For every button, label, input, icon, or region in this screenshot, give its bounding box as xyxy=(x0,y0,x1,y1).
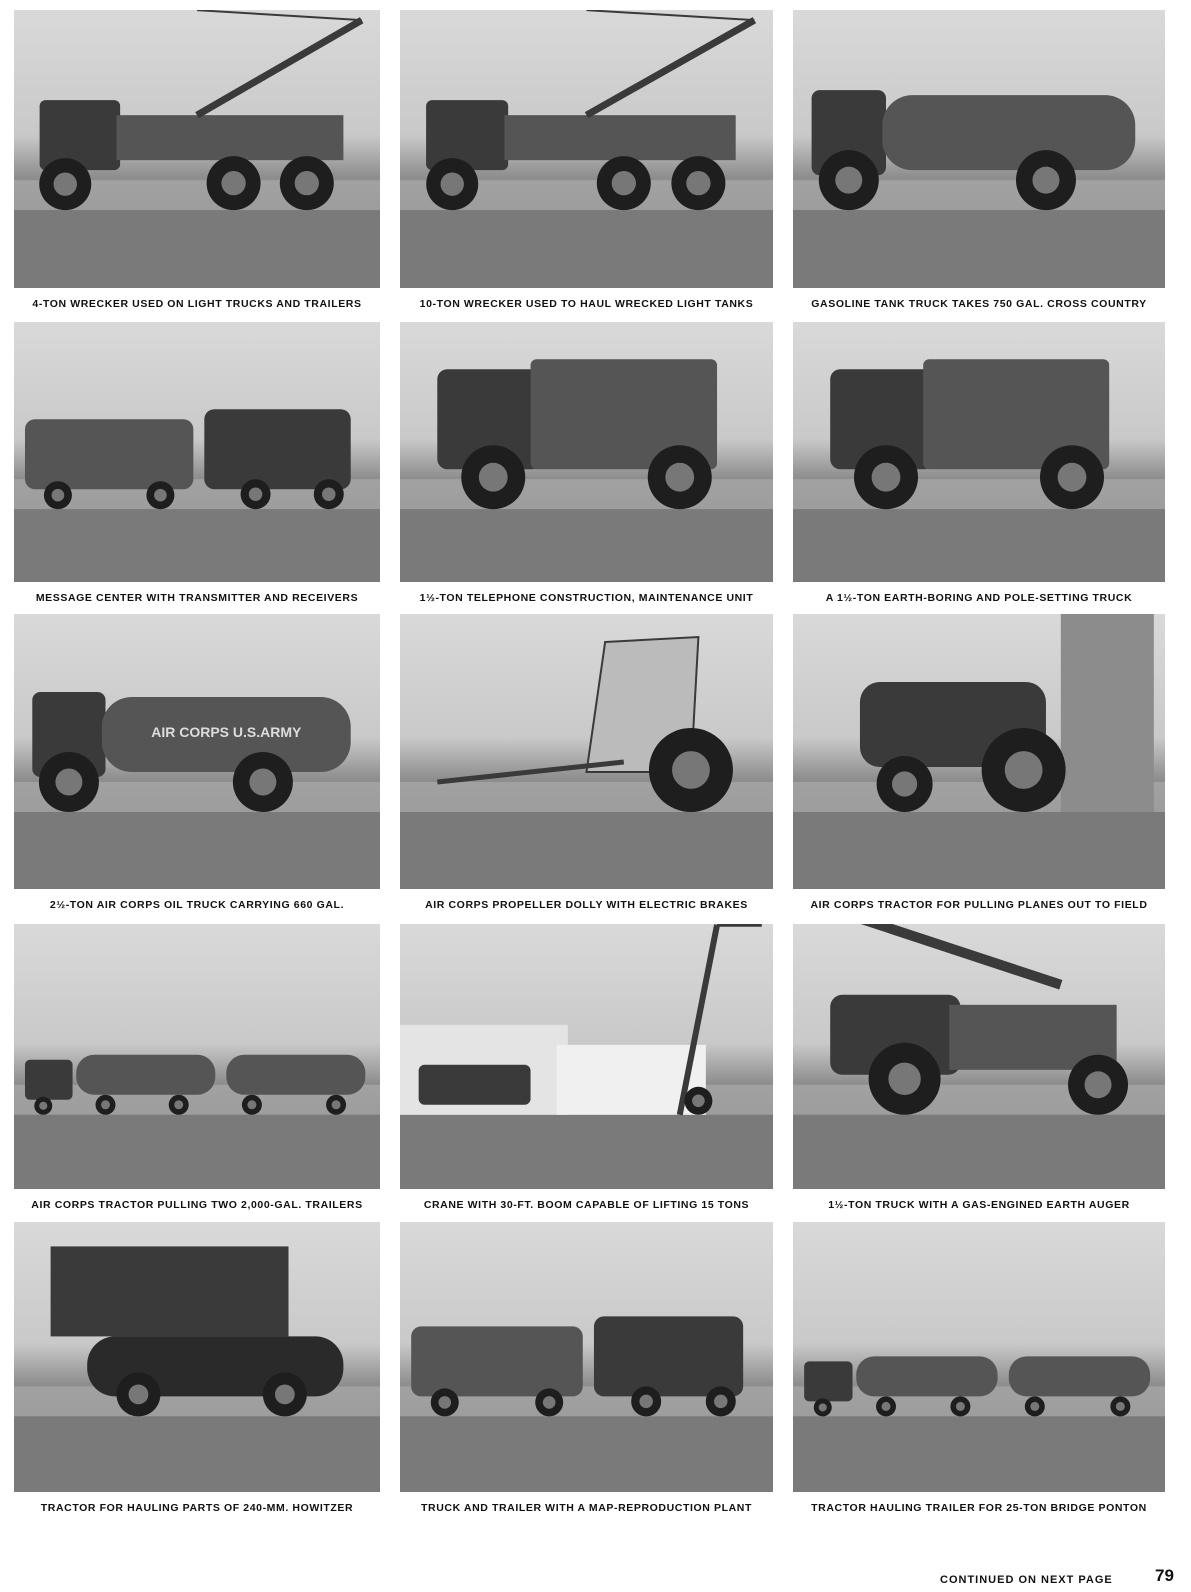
photo-cell xyxy=(14,322,380,608)
photo-cell xyxy=(793,614,1165,915)
photo-cell xyxy=(793,924,1165,1215)
photo-caption: 2½-TON AIR CORPS OIL TRUCK CARRYING 660 GAL. xyxy=(49,899,345,911)
vehicle-photo xyxy=(400,924,773,1189)
photo-caption: 10-TON WRECKER USED TO HAUL WRECKED LIGHT TANKS xyxy=(419,298,754,310)
continued-notice: CONTINUED ON NEXT PAGE xyxy=(940,1574,1113,1586)
photo-cell xyxy=(14,10,380,314)
vehicle-photo xyxy=(793,924,1165,1189)
vehicle-photo xyxy=(400,1222,773,1492)
vehicle-photo xyxy=(793,10,1165,288)
photo-caption: TRUCK AND TRAILER WITH A MAP-REPRODUCTION PLANT xyxy=(421,1502,752,1514)
photo-caption: 4-TON WRECKER USED ON LIGHT TRUCKS AND TRAILERS xyxy=(32,298,362,310)
photo-cell xyxy=(400,10,773,314)
photo-cell xyxy=(400,322,773,608)
vehicle-photo xyxy=(793,614,1165,889)
photo-caption: 1½-TON TELEPHONE CONSTRUCTION, MAINTENANCE UNIT xyxy=(419,592,754,604)
photo-caption: 1½-TON TRUCK WITH A GAS-ENGINED EARTH AUGER xyxy=(828,1199,1130,1211)
photo-caption: CRANE WITH 30-FT. BOOM CAPABLE OF LIFTING 15 TONS xyxy=(423,1199,750,1211)
vehicle-photo xyxy=(400,10,773,288)
photo-cell xyxy=(14,1222,380,1518)
photo-cell xyxy=(400,924,773,1215)
vehicle-photo xyxy=(14,10,380,288)
vehicle-photo xyxy=(14,924,380,1189)
photo-cell xyxy=(400,614,773,915)
photo-cell xyxy=(14,614,380,915)
photo-caption: GASOLINE TANK TRUCK TAKES 750 GAL. CROSS COUNTRY xyxy=(811,298,1147,310)
photo-caption: AIR CORPS TRACTOR PULLING TWO 2,000-GAL. TRAILERS xyxy=(31,1199,363,1211)
photo-caption: MESSAGE CENTER WITH TRANSMITTER AND RECEIVERS xyxy=(35,592,359,604)
photo-cell xyxy=(793,322,1165,608)
photo-cell xyxy=(400,1222,773,1518)
vehicle-photo xyxy=(14,322,380,582)
photo-cell xyxy=(14,924,380,1215)
vehicle-photo xyxy=(793,322,1165,582)
vehicle-photo xyxy=(400,322,773,582)
photo-cell xyxy=(793,1222,1165,1518)
vehicle-photo xyxy=(400,614,773,889)
vehicle-photo xyxy=(793,1222,1165,1492)
photo-caption: AIR CORPS TRACTOR FOR PULLING PLANES OUT TO FIELD xyxy=(810,899,1148,911)
photo-caption: A 1½-TON EARTH-BORING AND POLE-SETTING TRUCK xyxy=(825,592,1133,604)
photo-cell xyxy=(793,10,1165,314)
page-number: 79 xyxy=(1155,1566,1174,1585)
vehicle-marking: AIR CORPS U.S.ARMY xyxy=(151,724,302,740)
photo-caption: TRACTOR HAULING TRAILER FOR 25-TON BRIDGE PONTON xyxy=(811,1502,1147,1514)
vehicle-photo xyxy=(14,1222,380,1492)
photo-caption: AIR CORPS PROPELLER DOLLY WITH ELECTRIC BRAKES xyxy=(425,899,748,911)
vehicle-photo xyxy=(14,614,380,889)
photo-caption: TRACTOR FOR HAULING PARTS OF 240-MM. HOWITZER xyxy=(40,1502,354,1514)
